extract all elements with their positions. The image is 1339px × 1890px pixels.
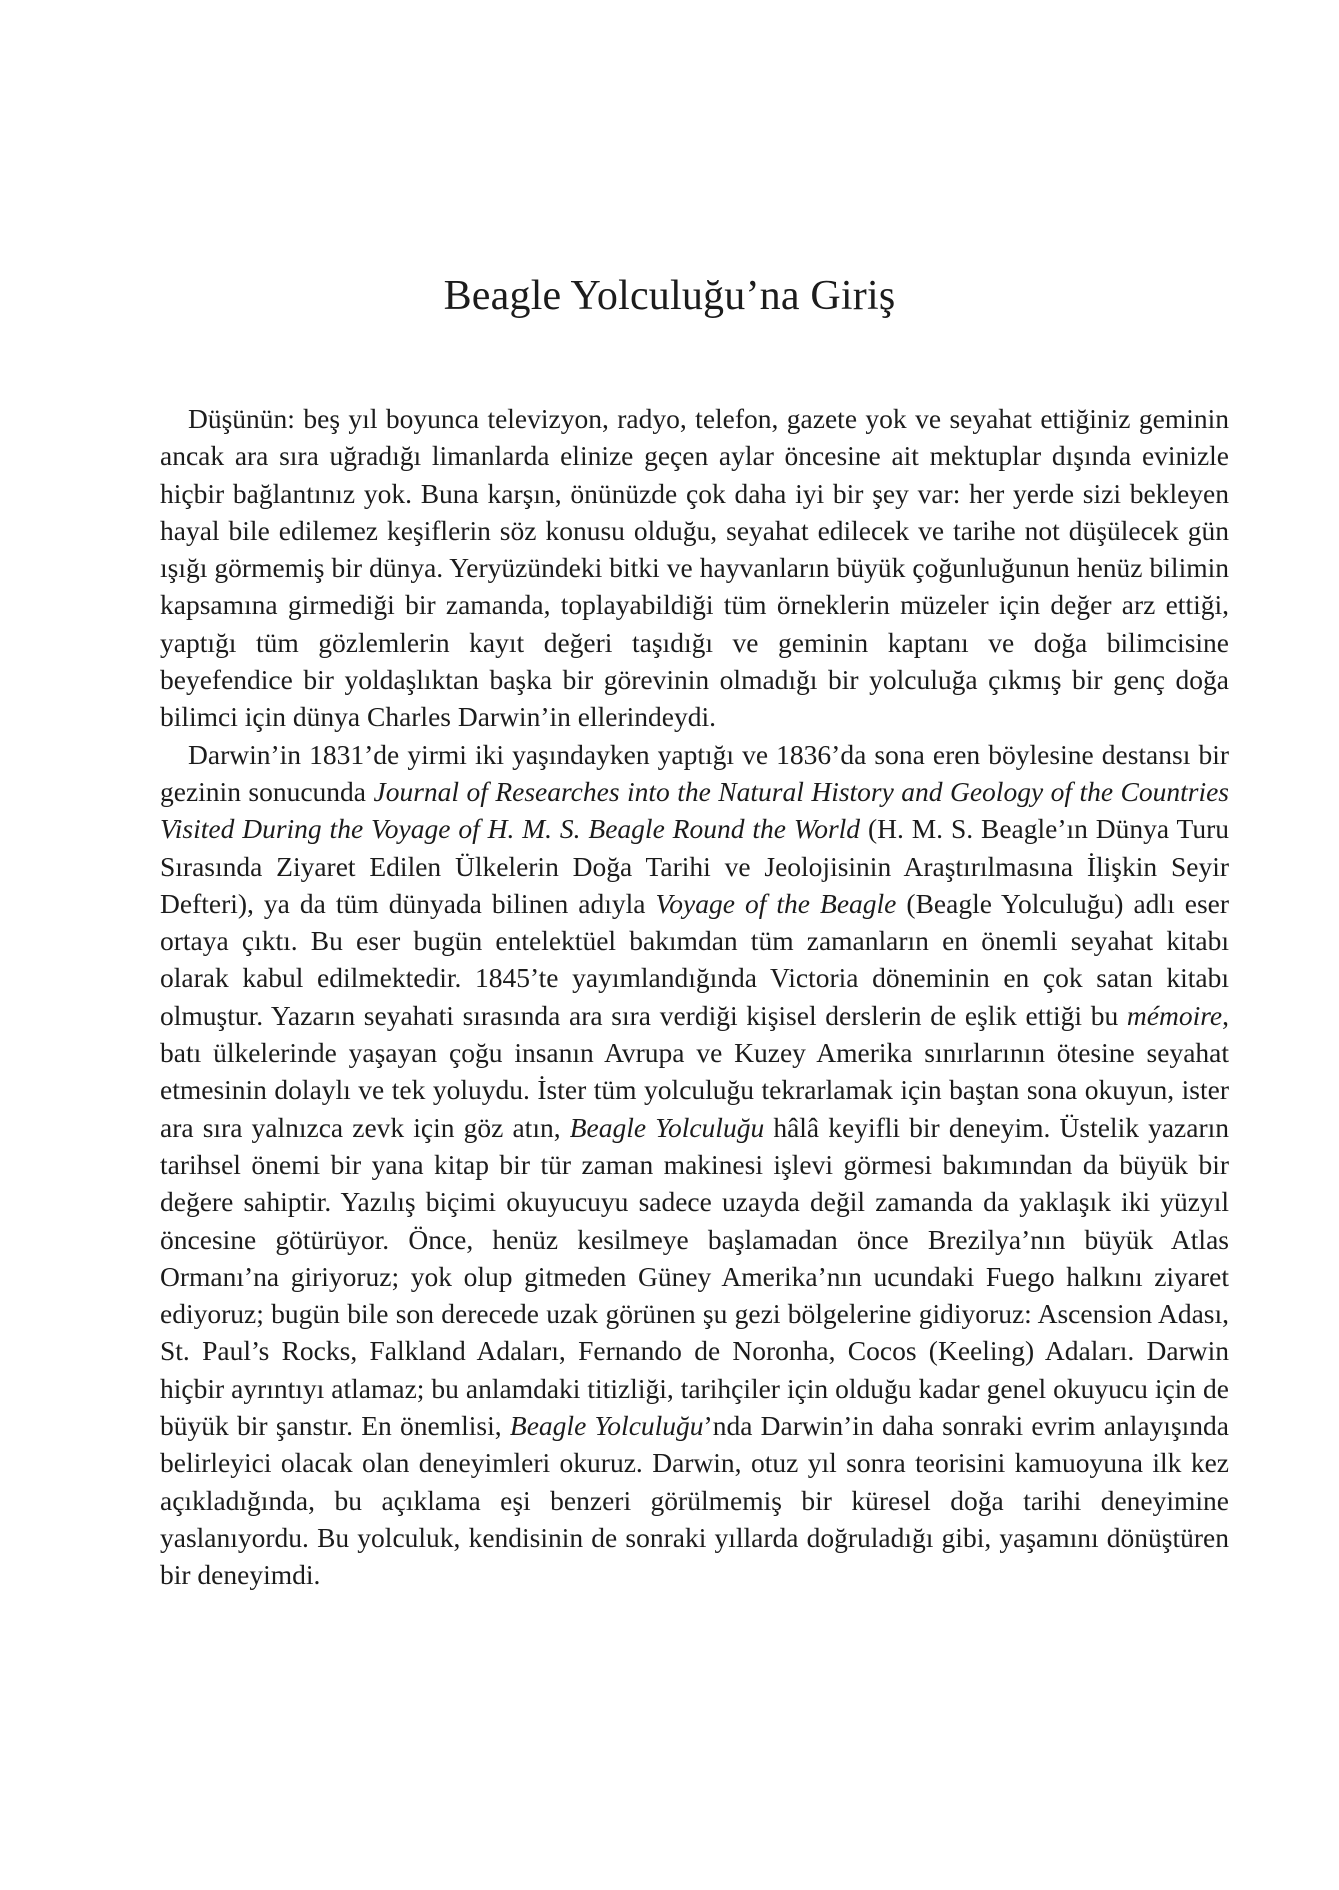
text-run: , batı ülkelerinde yaşayan çoğu insanın Avrupa ve Kuzey Amerika sınırlarının ötesine seyahat etmesinin dolaylı ve tek yoluydu. İster tüm yolculuğu tekrarlamak için baştan sona okuyun, ister ara sıra yalnızca zevk için göz atın, [160, 999, 1229, 1143]
text-run: (H. M. S. Beagle’ın Dünya Turu Sırasında Ziyaret Edilen Ülkelerin Doğa Tarihi ve Jeolojisinin Araştırılmasına İlişkin Seyir Defteri), ya da tüm dünyada bilinen adıyla [160, 813, 1229, 919]
text-run: hâlâ keyifli bir deneyim. Üstelik yazarın tarihsel önemi bir yana kitap bir tür zaman makinesi işlevi görmesi bakımından da büyük bir değere sahiptir. Yazılış biçimi okuyucuyu sadece uzayda değil zamanda da yaklaşık iki yüzyıl öncesine götürüyor. Önce, henüz kesilmeye başlamadan önce Brezilya’nın büyük Atlas Ormanı’na giriyoruz; yok olup gitmeden Güney Amerika’nın ucundaki Fuego halkını ziyaret ediyoruz; bugün bile son derecede uzak görünen şu gezi bölgelerine gidiyoruz: Ascension Adası, St. Paul’s Rocks, Falkland Adaları, Fernando de Noronha, Cocos (Keeling) Adaları. Darwin hiçbir ayrıntıyı atlamaz; bu anlamdaki titizliği, tarihçiler için olduğu kadar genel okuyucu için de büyük bir şanstır. En önemlisi, [160, 1111, 1229, 1442]
italic-title: Beagle Yolculuğu [509, 1410, 704, 1442]
italic-title: Voyage of the Beagle [655, 887, 897, 919]
italic-term: mémoire [1126, 999, 1223, 1031]
text-run: ’nda Darwin’in daha sonraki evrim anlayışında belirleyici olacak olan deneyimleri okuruz. Darwin, otuz yıl sonra teorisini kamuoyuna ilk kez açıkladığında, bu açıklama eşi benzeri görülmemiş bir küresel doğa tarihi deneyimine yaslanıyordu. Bu yolculuk, kendisinin de sonraki yıllarda doğruladığı gibi, yaşamını dönüştüren bir deneyimdi. [160, 1410, 1229, 1591]
chapter-title: Beagle Yolculuğu’na Giriş [443, 273, 896, 319]
text-run: Darwin’in 1831’de yirmi iki yaşındayken yaptığı ve 1836’da sona eren böylesine destansı bir gezinin sonucunda [160, 738, 1229, 807]
text-run: Düşünün: beş yıl boyunca televizyon, radyo, telefon, gazete yok ve seyahat ettiğiniz geminin ancak ara sıra uğradığı limanlarda elinize geçen aylar öncesine ait mektuplar dışında evinizle hiçbir bağlantınız yok. Buna karşın, önünüzde çok daha iyi bir şey var: her yerde sizi bekleyen hayal bile edilemez keşiflerin söz konusu olduğu, seyahat edilecek ve tarihe not düşülecek gün ışığı görmemiş bir dünya. Yeryüzündeki bitki ve hayvanların büyük çoğunluğunun henüz bilimin kapsamına girmediği bir zamanda, toplayabildiği tüm örneklerin müzeler için değer arz ettiği, yaptığı tüm gözlemlerin kayıt değeri taşıdığı ve geminin kaptanı ve doğa bilimcisine beyefendice bir yoldaşlıktan başka bir görevinin olmadığı bir yolculuğa çıkmış bir genç doğa bilimci için dünya Charles Darwin’in ellerindeydi. [160, 403, 1229, 733]
text-run: (Beagle Yolculuğu) adlı eser ortaya çıktı. Bu eser bugün entelektüel bakımdan tüm zamanların en önemli seyahat kitabı olarak kabul edilmektedir. 1845’te yayımlandığında Victoria döneminin en çok satan kitabı olmuştur. Yazarın seyahati sırasında ara sıra verdiği kişisel derslerin de eşlik ettiği bu [160, 887, 1230, 1031]
paragraph [160, 736, 1229, 1594]
italic-title: Beagle Yolculuğu [569, 1111, 765, 1143]
italic-title: Journal of Researches into the Natural History and Geology of the Countries Visited During the Voyage of H. M. S. Beagle Round the World [160, 775, 1229, 845]
paragraph [160, 400, 1229, 736]
chapter-body [160, 400, 1229, 1594]
